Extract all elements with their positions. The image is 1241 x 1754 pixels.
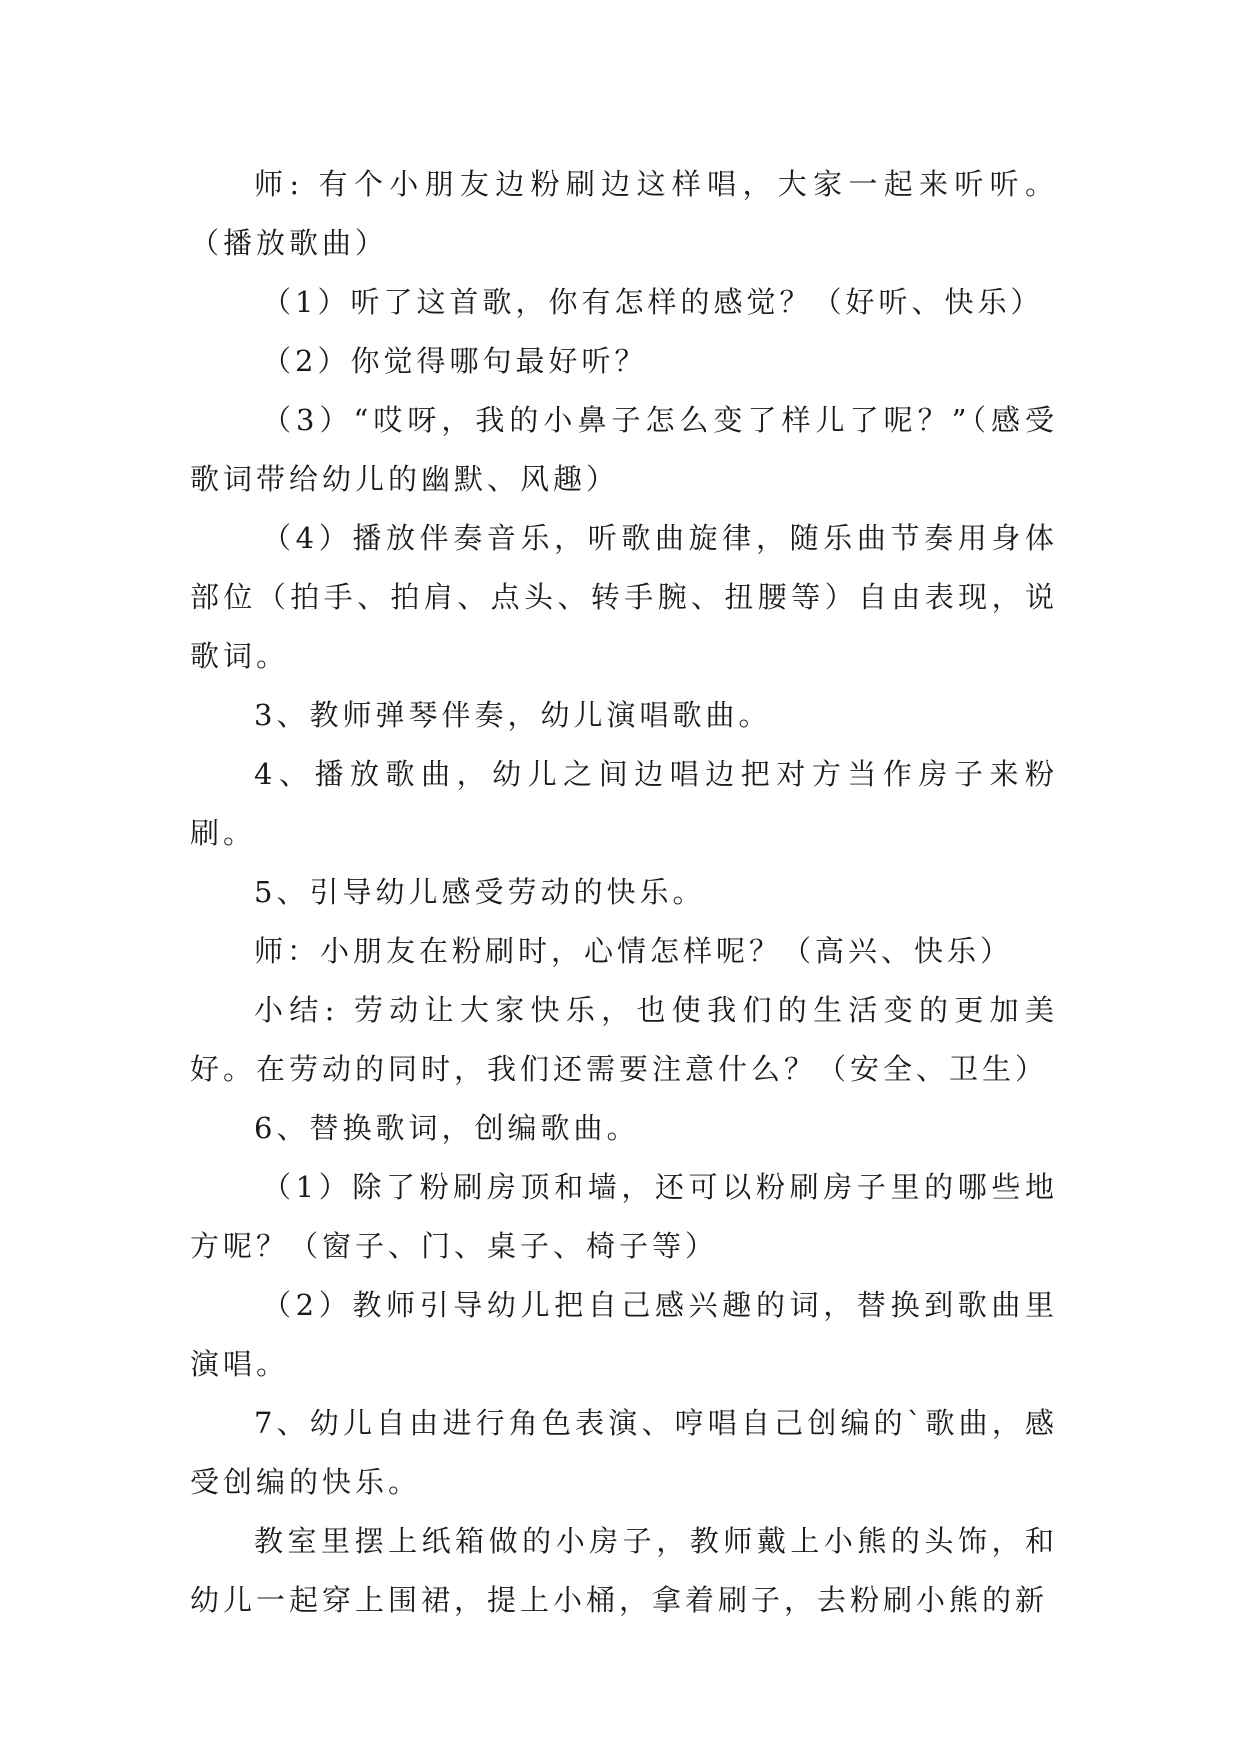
paragraph-step-6-item-2: （2）教师引导幼儿把自己感兴趣的词，替换到歌曲里演唱。 bbox=[190, 1288, 1058, 1381]
paragraph-step-4: 4、播放歌曲，幼儿之间边唱边把对方当作房子来粉刷。 bbox=[190, 757, 1058, 850]
paragraph-question-4: （4）播放伴奏音乐，听歌曲旋律，随乐曲节奏用身体部位（拍手、拍肩、点头、转手腕、扭腰等）自由表现，说歌词。 bbox=[190, 521, 1058, 673]
paragraph-step-3: 3、教师弹琴伴奏，幼儿演唱歌曲。 bbox=[254, 698, 772, 732]
paragraph-step-7: 7、幼儿自由进行角色表演、哼唱自己创编的`歌曲，感受创编的快乐。 bbox=[190, 1406, 1058, 1499]
paragraph-question-1: （1）听了这首歌，你有怎样的感觉？（好听、快乐） bbox=[262, 285, 1044, 319]
paragraph-step-5: 5、引导幼儿感受劳动的快乐。 bbox=[254, 875, 706, 909]
paragraph-step-6: 6、替换歌词，创编歌曲。 bbox=[254, 1111, 640, 1145]
paragraph-activity: 教室里摆上纸箱做的小房子，教师戴上小熊的头饰，和幼儿一起穿上围裙，提上小桶，拿着刷子，去粉刷小熊的新 bbox=[190, 1524, 1058, 1617]
paragraph-question-3: （3）“哎呀，我的小鼻子怎么变了样儿了呢？”（感受歌词带给幼儿的幽默、风趣） bbox=[190, 403, 1058, 496]
document-body bbox=[190, 155, 1058, 1630]
paragraph-step-6-item-1: （1）除了粉刷房顶和墙，还可以粉刷房子里的哪些地方呢？（窗子、门、桌子、椅子等） bbox=[190, 1170, 1058, 1263]
paragraph-summary: 小结: 劳动让大家快乐，也使我们的生活变的更加美好。在劳动的同时，我们还需要注意什么？（安全、卫生） bbox=[190, 993, 1058, 1086]
paragraph-question-2: （2）你觉得哪句最好听？ bbox=[262, 344, 648, 378]
paragraph-teacher-intro: 师: 有个小朋友边粉刷边这样唱，大家一起来听听。（播放歌曲） bbox=[190, 167, 1058, 260]
paragraph-teacher-question: 师：小朋友在粉刷时，心情怎样呢？（高兴、快乐） bbox=[254, 934, 1014, 968]
